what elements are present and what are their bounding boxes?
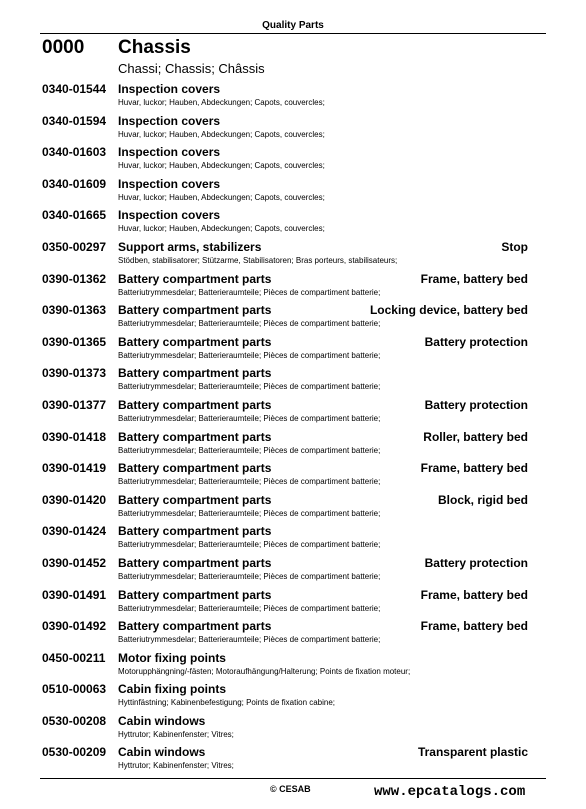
part-variant: Roller, battery bed (423, 429, 528, 444)
part-name: Battery compartment parts (118, 366, 272, 381)
part-variant: Transparent plastic (417, 745, 528, 760)
part-variant: Locking device, battery bed (369, 303, 528, 318)
parts-list (0, 82, 586, 777)
part-translations: Stödben, stabilisatorer; Stützarme, Stabilisatoren; Bras porteurs, stabilisateurs; (118, 255, 398, 265)
part-code: 0340-01609 (42, 176, 107, 191)
part-translations: Hyttinfästning; Kabinenbefestigung; Points de fixation cabine; (118, 698, 336, 708)
list-item (0, 493, 586, 525)
part-translations: Batteriutrymmesdelar; Batterieraumteile; Pièces de compartiment batterie; (118, 413, 381, 423)
part-code: 0390-01373 (42, 366, 107, 381)
part-translations: Batteriutrymmesdelar; Batterieraumteile; Pièces de compartiment batterie; (118, 603, 381, 613)
part-translations: Batteriutrymmesdelar; Batterieraumteile; Pièces de compartiment batterie; (118, 382, 381, 392)
part-code: 0530-00209 (42, 745, 107, 760)
list-item (0, 303, 586, 335)
list-item (0, 430, 586, 462)
part-code: 0390-01420 (42, 492, 107, 507)
part-name: Inspection covers (118, 82, 221, 96)
list-item (0, 82, 586, 114)
part-name: Battery compartment parts (118, 619, 272, 634)
part-translations: Batteriutrymmesdelar; Batterieraumteile; Pièces de compartiment batterie; (118, 635, 381, 645)
list-item (0, 524, 586, 556)
list-item (0, 177, 586, 209)
part-name: Battery compartment parts (118, 429, 272, 444)
list-item (0, 398, 586, 430)
part-name: Battery compartment parts (118, 524, 272, 539)
part-translations: Batteriutrymmesdelar; Batterieraumteile; Pièces de compartiment batterie; (118, 477, 381, 487)
part-code: 0340-01603 (42, 145, 107, 160)
part-variant: Battery protection (424, 397, 528, 412)
part-variant: Frame, battery bed (420, 271, 528, 286)
part-name: Cabin windows (118, 745, 206, 760)
list-item (0, 272, 586, 304)
part-name: Battery compartment parts (118, 397, 272, 412)
part-name: Battery compartment parts (118, 334, 272, 349)
part-code: 0340-01594 (42, 113, 107, 128)
part-code: 0350-00297 (42, 239, 107, 254)
part-code: 0390-01418 (42, 429, 107, 444)
list-item (0, 556, 586, 588)
footer-logo: © CESAB (270, 784, 311, 794)
part-code: 0530-00208 (42, 713, 107, 728)
part-translations: Batteriutrymmesdelar; Batterieraumteile; Pièces de compartiment batterie; (118, 508, 381, 518)
part-name: Battery compartment parts (118, 555, 272, 570)
list-item (0, 461, 586, 493)
page-header: Quality Parts (262, 20, 324, 31)
part-code: 0340-01665 (42, 208, 107, 223)
section-code: 0000 (42, 37, 85, 58)
part-translations: Huvar, luckor; Hauben, Abdeckungen; Capots, couvercles; (118, 98, 325, 107)
part-code: 0390-01365 (42, 334, 107, 349)
part-code: 0390-01363 (42, 303, 107, 318)
part-name: Inspection covers (118, 145, 221, 160)
part-variant: Battery protection (424, 334, 528, 349)
part-code: 0390-01491 (42, 587, 107, 602)
list-item (0, 651, 586, 683)
part-translations: Batteriutrymmesdelar; Batterieraumteile; Pièces de compartiment batterie; (118, 571, 381, 581)
part-translations: Batteriutrymmesdelar; Batterieraumteile; Pièces de compartiment batterie; (118, 287, 381, 297)
list-item (0, 114, 586, 146)
watermark: www.epcatalogs.com (374, 784, 526, 800)
list-item (0, 366, 586, 398)
list-item (0, 208, 586, 240)
part-translations: Huvar, luckor; Hauben, Abdeckungen; Capots, couvercles; (118, 224, 325, 234)
part-translations: Huvar, luckor; Hauben, Abdeckungen; Capots, couvercles; (118, 129, 325, 139)
part-name: Battery compartment parts (118, 271, 272, 286)
part-translations: Hyttrutor; Kabinenfenster; Vitres; (118, 729, 234, 739)
part-name: Battery compartment parts (118, 303, 272, 318)
part-translations: Hyttrutor; Kabinenfenster; Vitres; (118, 761, 234, 771)
part-translations: Huvar, luckor; Hauben, Abdeckungen; Capots, couvercles; (118, 161, 325, 171)
part-variant: Frame, battery bed (420, 587, 528, 602)
section-title: Chassis (118, 37, 191, 58)
part-translations: Batteriutrymmesdelar; Batterieraumteile; Pièces de compartiment batterie; (118, 350, 381, 360)
part-code: 0390-01452 (42, 555, 107, 570)
part-code: 0390-01362 (42, 271, 107, 286)
part-code: 0390-01377 (42, 397, 107, 412)
part-code: 0510-00063 (42, 682, 107, 697)
part-translations: Motorupphängning/-fästen; Motoraufhängung/Halterung; Points de fixation moteur; (118, 666, 411, 676)
footer-rule (40, 778, 546, 779)
part-name: Motor fixing points (118, 650, 226, 665)
part-variant: Stop (501, 239, 528, 254)
list-item (0, 240, 586, 272)
part-variant: Frame, battery bed (420, 461, 528, 476)
part-translations: Huvar, luckor; Hauben, Abdeckungen; Capots, couvercles; (118, 192, 325, 202)
part-name: Support arms, stabilizers (118, 239, 262, 254)
part-translations: Batteriutrymmesdelar; Batterieraumteile; Pièces de compartiment batterie; (118, 445, 381, 455)
part-name: Battery compartment parts (118, 587, 272, 602)
part-variant: Frame, battery bed (420, 619, 528, 634)
part-name: Inspection covers (118, 176, 221, 191)
header-rule (40, 33, 546, 34)
part-name: Inspection covers (118, 208, 221, 223)
part-name: Battery compartment parts (118, 461, 272, 476)
part-name: Cabin windows (118, 713, 206, 728)
list-item (0, 588, 586, 620)
part-code: 0340-01544 (42, 82, 107, 96)
part-translations: Batteriutrymmesdelar; Batterieraumteile; Pièces de compartiment batterie; (118, 540, 381, 550)
part-variant: Battery protection (424, 555, 528, 570)
list-item (0, 682, 586, 714)
part-translations: Batteriutrymmesdelar; Batterieraumteile; Pièces de compartiment batterie; (118, 319, 381, 329)
part-name: Cabin fixing points (118, 682, 226, 697)
part-name: Inspection covers (118, 113, 221, 128)
part-code: 0450-00211 (42, 650, 106, 665)
part-code: 0390-01419 (42, 461, 107, 476)
part-code: 0390-01492 (42, 619, 107, 634)
list-item (0, 145, 586, 177)
list-item (0, 714, 586, 746)
section-subtitle: Chassi; Chassis; Châssis (118, 61, 265, 76)
part-code: 0390-01424 (42, 524, 107, 539)
list-item (0, 619, 586, 651)
list-item (0, 745, 586, 777)
part-name: Battery compartment parts (118, 492, 272, 507)
part-variant: Block, rigid bed (437, 492, 528, 507)
list-item (0, 335, 586, 367)
